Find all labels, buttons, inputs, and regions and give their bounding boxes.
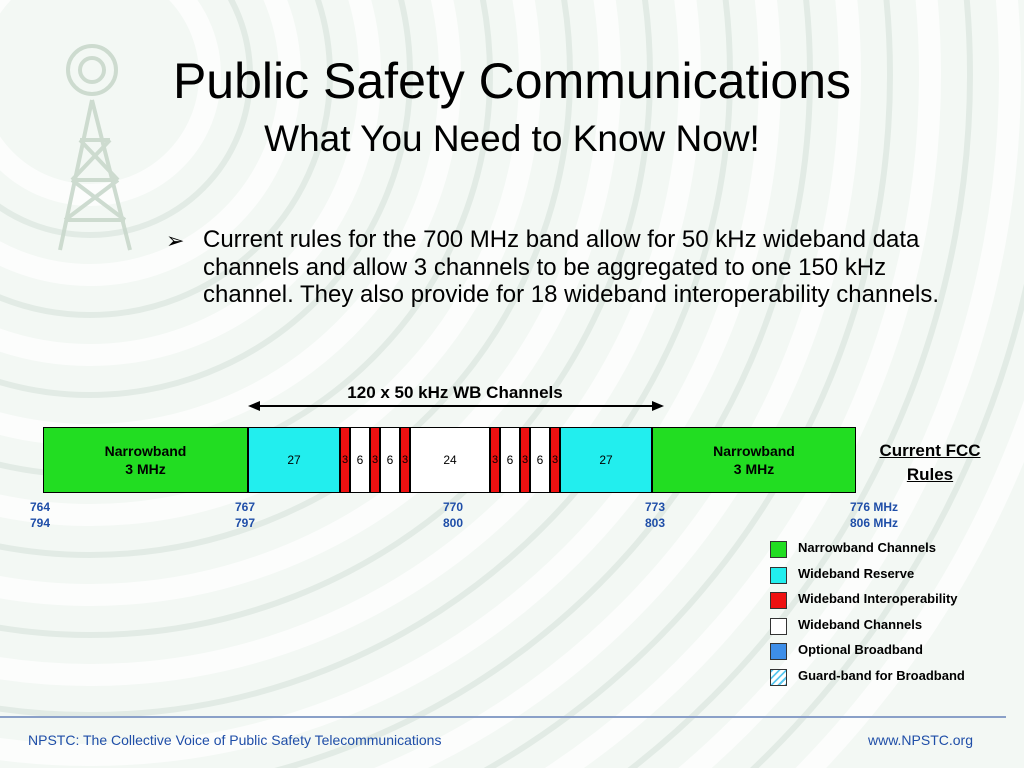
frequency-bottom: 803	[645, 516, 666, 530]
band-segment-wideband-interop	[520, 427, 530, 493]
frequency-top: 773	[645, 500, 666, 514]
frequency-top: 776 MHz	[850, 500, 899, 514]
legend-label: Optional Broadband	[798, 642, 923, 658]
band-segment-wideband-interop	[550, 427, 560, 493]
frequency-bottom: 794	[30, 516, 51, 530]
band-segment-label: 3	[521, 454, 529, 466]
frequency-marker	[443, 499, 463, 531]
band-segment-wideband	[500, 427, 520, 493]
band-segment-label: Narrowband 3 MHz	[713, 443, 795, 477]
frequency-top: 770	[443, 500, 464, 514]
legend-swatch	[770, 618, 787, 635]
bullet-arrow-icon: ➢	[166, 228, 185, 253]
legend-swatch	[770, 669, 787, 686]
band-segment-label: 3	[551, 454, 559, 466]
band-segment-label: 6	[506, 453, 514, 467]
legend-label: Narrowband Channels	[798, 540, 936, 555]
band-segment-wideband	[380, 427, 400, 493]
slide-subtitle: What You Need to Know Now!	[264, 118, 760, 159]
band-segment-label: 6	[386, 453, 394, 467]
band-segment-wideband-reserve	[560, 427, 652, 493]
frequency-marker	[850, 499, 898, 531]
band-segment-narrowband	[43, 427, 248, 493]
wideband-span-label: 120 x 50 kHz WB Channels	[347, 383, 563, 402]
band-segment-wideband-interop	[490, 427, 500, 493]
legend-label: Wideband Channels	[798, 616, 923, 632]
legend-label: Wideband Reserve	[798, 565, 915, 581]
legend-label: Guard-band for Broadband	[798, 667, 965, 683]
double-arrow-icon	[248, 397, 664, 415]
frequency-top: 767	[235, 500, 256, 514]
legend-swatch	[770, 643, 787, 660]
band-segment-label: 27	[599, 453, 613, 467]
band-segment-label: 3	[401, 454, 409, 466]
footer-divider	[0, 716, 1006, 718]
band-segment-wideband	[530, 427, 550, 493]
frequency-marker	[645, 499, 665, 531]
legend-swatch	[770, 592, 787, 609]
frequency-bottom: 806 MHz	[850, 516, 899, 530]
frequency-marker	[30, 499, 50, 531]
band-segment-wideband-interop	[400, 427, 410, 493]
band-segment-wideband	[350, 427, 370, 493]
band-segment-wideband-interop	[370, 427, 380, 493]
band-segment-label: 3	[491, 454, 499, 466]
band-segment-wideband-reserve	[248, 427, 340, 493]
band-segment-label: 3	[371, 454, 379, 466]
legend-swatch	[770, 541, 787, 558]
legend-swatch	[770, 567, 787, 584]
band-segment-label: 6	[536, 453, 544, 467]
band-segment-label: 24	[443, 453, 457, 467]
frequency-bottom: 800	[443, 516, 464, 530]
frequency-top: 764	[30, 500, 51, 514]
frequency-marker	[235, 499, 255, 531]
footer-organization: NPSTC: The Collective Voice of Public Safety Telecommunications	[28, 732, 442, 748]
current-fcc-rules-label	[866, 439, 994, 487]
bullet-text: Current rules for the 700 MHz band allow for 50 kHz wideband data channels and allow 3 channels to be aggregated to one 150 kHz channel. They also provide for 18 wideband interoperability channels.	[203, 226, 940, 308]
legend-label: Wideband Interoperability	[798, 591, 958, 607]
band-segment-label: 27	[287, 453, 301, 467]
fcc-label-line1: Current FCC	[879, 441, 981, 460]
band-segment-label: Narrowband 3 MHz	[104, 443, 187, 477]
slide-title: Public Safety Communications	[172, 53, 852, 109]
band-segment-wideband	[410, 427, 490, 493]
band-segment-label: 6	[356, 453, 364, 467]
band-segment-wideband-interop	[340, 427, 350, 493]
fcc-label-line2: Rules	[906, 465, 954, 484]
band-segment-narrowband	[652, 427, 856, 493]
band-segment-label: 3	[341, 454, 349, 466]
footer-website-link[interactable]: www.NPSTC.org	[867, 732, 973, 748]
band-plan-bar	[43, 427, 863, 493]
frequency-bottom: 797	[235, 516, 256, 530]
